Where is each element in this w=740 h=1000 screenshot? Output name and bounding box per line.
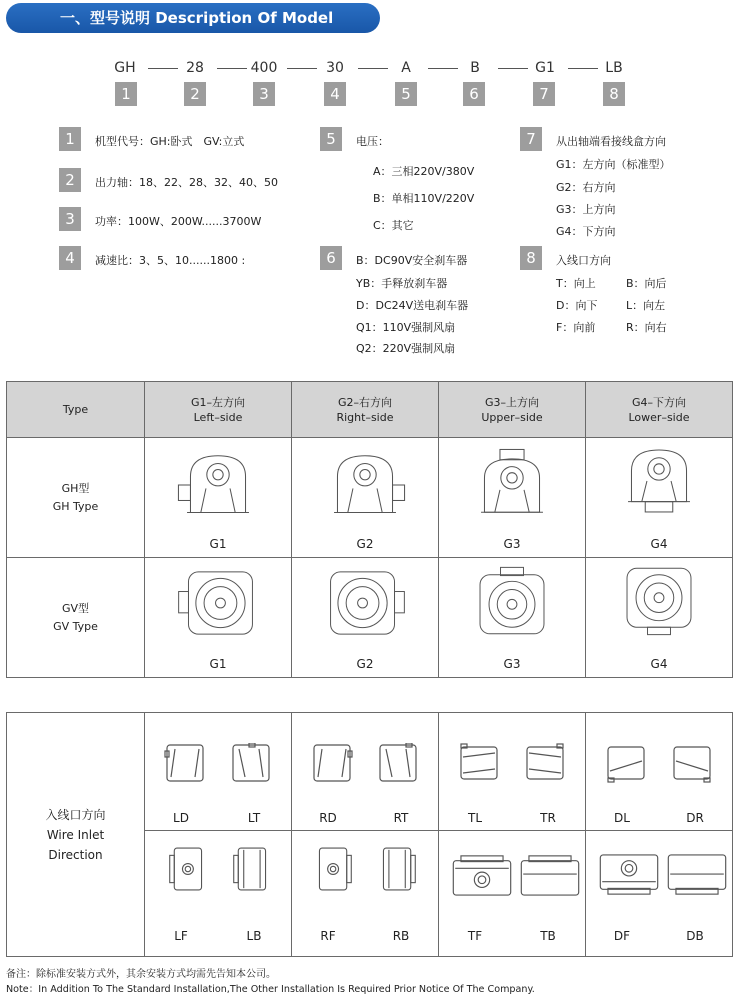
section-title: 一、型号说明 Description Of Model	[6, 3, 380, 33]
desc-box-dir-line: G2：右方向	[556, 181, 616, 194]
desc-box-dir-line: G1：左方向（标准型）	[556, 158, 671, 171]
wire-inlet-side-header	[7, 713, 145, 957]
inlet-df-drawing	[598, 853, 660, 897]
inlet-label: DB	[686, 929, 704, 943]
inlet-label: RD	[319, 811, 337, 825]
desc-brake-line: D：DC24V送电刹车器	[356, 299, 469, 312]
inlet-lf-drawing	[167, 845, 207, 893]
gh-g1-label: G1	[209, 537, 227, 551]
inlet-label: TL	[467, 811, 482, 825]
desc-box-dir-title: 从出轴端看接线盒方向	[556, 135, 666, 148]
gh-g1-cell	[145, 438, 292, 558]
desc-box-dir-line: G3：上方向	[556, 203, 616, 216]
code-part-7: G1	[535, 60, 555, 76]
row-header-gh	[7, 438, 145, 558]
inlet-rb-drawing	[378, 845, 418, 893]
inlet-dr-drawing	[670, 743, 714, 783]
inlet-db-drawing	[666, 853, 728, 897]
inlet-tb-drawing	[519, 853, 581, 897]
code-part-3: 400	[250, 60, 278, 76]
inlet-label: DF	[613, 929, 631, 943]
inlet-label: LB	[246, 929, 262, 943]
row-header-cn: GH型	[61, 481, 90, 495]
index-badge-3: 3	[253, 82, 275, 106]
inlet-rt-drawing	[376, 743, 420, 783]
inlet-label: DL	[614, 811, 630, 825]
desc-brake-line: Q1：110V强制风扇	[356, 321, 456, 334]
desc-badge-4: 4	[59, 246, 81, 270]
desc-inlet-line: T：向上	[556, 277, 596, 290]
col-header-en: Lower–side	[628, 410, 690, 424]
side-header-en: Wire Inlet	[46, 827, 105, 842]
row-header-cn: GV型	[61, 601, 90, 615]
col-header-cn: G3–上方向	[484, 395, 540, 409]
gv-g4-label: G4	[650, 657, 668, 671]
gh-g3-label: G3	[503, 537, 521, 551]
gh-motor-g1-drawing	[175, 450, 261, 520]
code-divider	[358, 68, 388, 69]
col-header-g3	[439, 382, 586, 438]
gh-g3-cell	[439, 438, 586, 558]
type-header: Type	[7, 382, 145, 438]
gh-motor-g3-drawing	[469, 448, 555, 518]
inlet-cell-down-bottom	[586, 831, 733, 957]
desc-badge-6: 6	[320, 246, 342, 270]
inlet-dl-drawing	[604, 743, 648, 783]
gv-motor-g3-drawing	[471, 566, 553, 636]
desc-output-shaft: 出力轴：18、22、28、32、40、50	[95, 176, 278, 189]
gv-motor-g4-drawing	[618, 566, 700, 636]
desc-inlet-line: R：向右	[626, 321, 667, 334]
row-header-en: GV Type	[53, 619, 98, 633]
col-header-g2	[292, 382, 439, 438]
index-badge-6: 6	[463, 82, 485, 106]
code-part-1: GH	[114, 60, 136, 76]
note-en: Note：In Addition To The Standard Installation,The Other Installation Is Required Prior Notice Of The Company.	[6, 984, 535, 995]
desc-brake-line: B：DC90V安全刹车器	[356, 254, 468, 267]
desc-brake-line: YB：手释放刹车器	[356, 277, 448, 290]
inlet-label: TB	[540, 929, 556, 943]
index-badge-2: 2	[184, 82, 206, 106]
desc-badge-3: 3	[59, 207, 81, 231]
desc-inlet-title: 入线口方向	[556, 254, 611, 267]
col-header-cn: G1–左方向	[190, 395, 246, 409]
desc-voltage-line: C：其它	[373, 219, 414, 232]
inlet-cell-down-top	[586, 713, 733, 831]
desc-badge-2: 2	[59, 168, 81, 192]
gh-motor-g4-drawing	[616, 446, 702, 516]
desc-power: 功率：100W、200W......3700W	[95, 215, 262, 228]
col-header-g4	[586, 382, 733, 438]
desc-inlet-line: F：向前	[556, 321, 596, 334]
col-header-cn: G4–下方向	[631, 395, 687, 409]
code-part-2: 28	[186, 60, 204, 76]
code-divider	[428, 68, 458, 69]
desc-inlet-line: B：向后	[626, 277, 667, 290]
inlet-label: TR	[540, 811, 556, 825]
mounting-type-table	[6, 381, 733, 678]
index-badge-7: 7	[533, 82, 555, 106]
gv-g3-cell	[439, 558, 586, 678]
inlet-tf-drawing	[451, 853, 513, 897]
desc-model-code: 机型代号：GH:卧式 GV:立式	[95, 135, 245, 148]
inlet-label: LF	[174, 929, 188, 943]
gv-g2-cell	[292, 558, 439, 678]
gv-g1-label: G1	[209, 657, 227, 671]
code-divider	[498, 68, 528, 69]
desc-brake-line: Q2：220V强制风扇	[356, 342, 456, 355]
col-header-en: Left–side	[193, 410, 243, 424]
desc-inlet-line: D：向下	[556, 299, 598, 312]
inlet-label: LT	[247, 811, 261, 825]
code-part-8: LB	[605, 60, 623, 76]
gh-motor-g2-drawing	[322, 450, 408, 520]
desc-box-dir-line: G4：下方向	[556, 225, 616, 238]
code-part-5: A	[401, 60, 411, 76]
row-header-gv	[7, 558, 145, 678]
note-cn: 备注：除标准安装方式外，其余安装方式均需先告知本公司。	[6, 969, 276, 980]
gv-g2-label: G2	[356, 657, 374, 671]
gv-motor-g2-drawing	[324, 568, 406, 638]
inlet-tr-drawing	[523, 743, 567, 783]
gh-g4-cell	[586, 438, 733, 558]
gv-g3-label: G3	[503, 657, 521, 671]
desc-voltage-title: 电压：	[356, 135, 389, 148]
col-header-cn: G2–右方向	[337, 395, 393, 409]
desc-ratio: 减速比：3、5、10......1800 :	[95, 254, 246, 267]
side-header-en: Direction	[48, 847, 103, 862]
code-part-6: B	[470, 60, 480, 76]
side-header-cn: 入线口方向	[45, 807, 106, 822]
inlet-tl-drawing	[457, 743, 501, 783]
inlet-label: DR	[686, 811, 704, 825]
row-header-en: GH Type	[52, 499, 99, 513]
desc-badge-7: 7	[520, 127, 542, 151]
inlet-ld-drawing	[163, 743, 207, 783]
desc-badge-1: 1	[59, 127, 81, 151]
index-badge-4: 4	[324, 82, 346, 106]
gh-g2-cell	[292, 438, 439, 558]
index-badge-1: 1	[115, 82, 137, 106]
gv-g4-cell	[586, 558, 733, 678]
desc-voltage-line: A：三相220V/380V	[373, 165, 475, 178]
gh-g2-label: G2	[356, 537, 374, 551]
inlet-label: TF	[467, 929, 483, 943]
inlet-label: RT	[393, 811, 409, 825]
index-badge-8: 8	[603, 82, 625, 106]
col-header-en: Upper–side	[481, 410, 543, 424]
gh-g4-label: G4	[650, 537, 668, 551]
inlet-lb-drawing	[231, 845, 271, 893]
gv-g1-cell	[145, 558, 292, 678]
code-divider	[148, 68, 178, 69]
inlet-lt-drawing	[229, 743, 273, 783]
code-part-4: 30	[326, 60, 344, 76]
wire-inlet-table	[6, 712, 733, 957]
inlet-rf-drawing	[314, 845, 354, 893]
code-divider	[217, 68, 247, 69]
col-header-g1	[145, 382, 292, 438]
inlet-label: RF	[320, 929, 336, 943]
desc-voltage-line: B：单相110V/220V	[373, 192, 475, 205]
col-header-en: Right–side	[336, 410, 394, 424]
inlet-label: LD	[173, 811, 189, 825]
gv-motor-g1-drawing	[177, 568, 259, 638]
desc-badge-8: 8	[520, 246, 542, 270]
desc-inlet-line: L：向左	[626, 299, 666, 312]
inlet-rd-drawing	[310, 743, 354, 783]
index-badge-5: 5	[395, 82, 417, 106]
inlet-label: RB	[392, 929, 410, 943]
code-divider	[287, 68, 317, 69]
desc-badge-5: 5	[320, 127, 342, 151]
